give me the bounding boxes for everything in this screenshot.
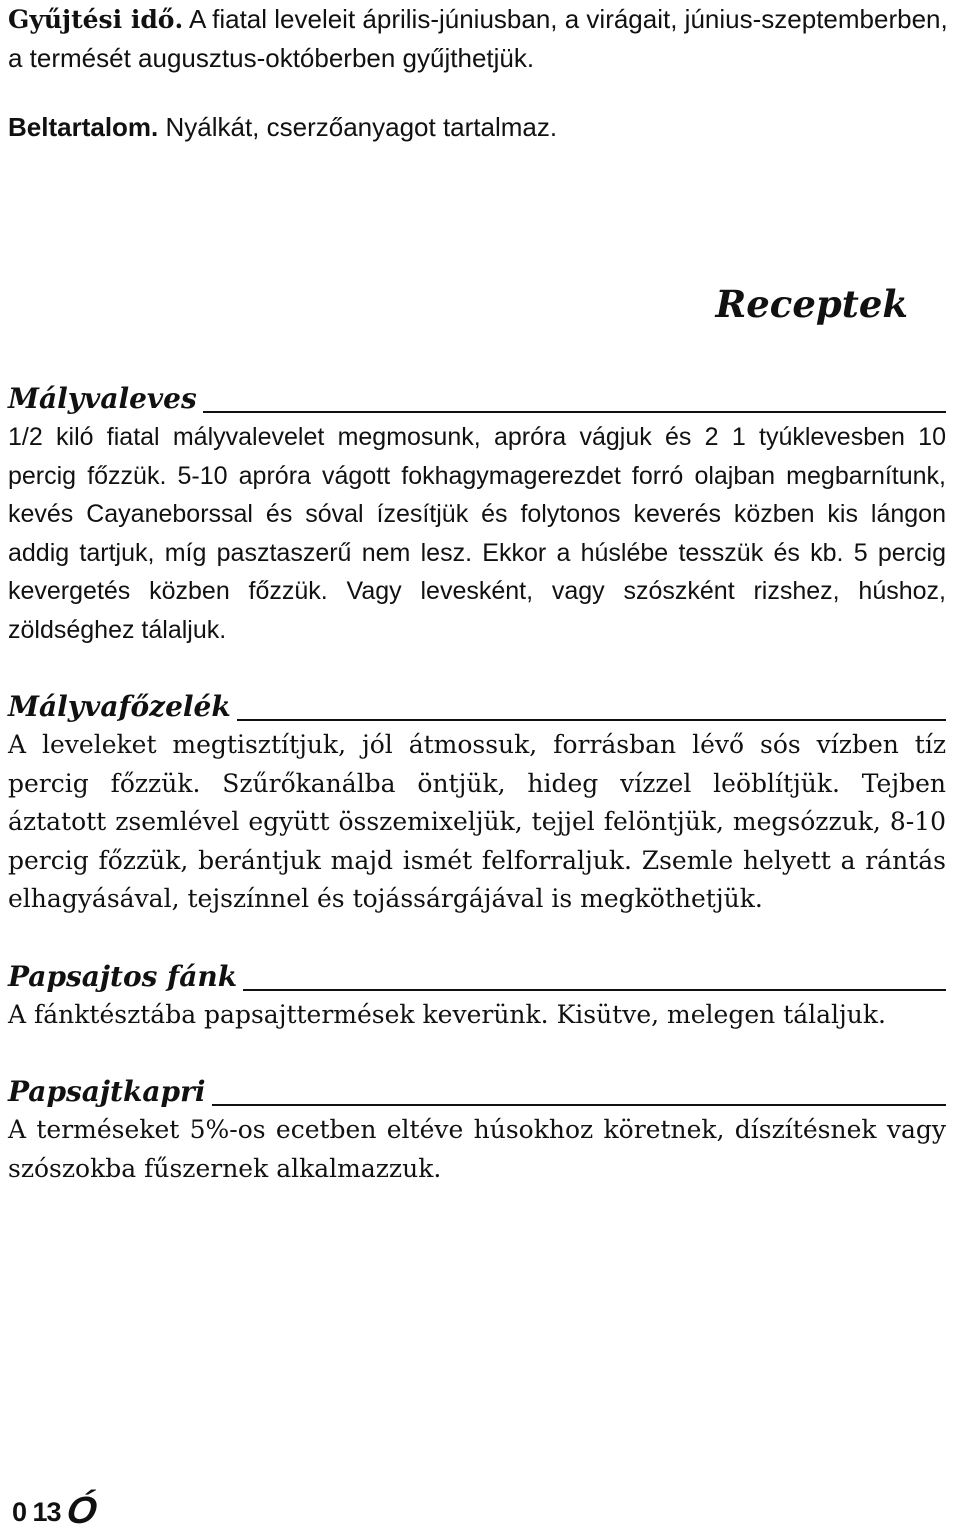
collection-time-label: Gyűjtési idő. — [8, 5, 184, 34]
recipe-body: A leveleket megtisztítjuk, jól átmossuk, forrásban lévő sós vízben tíz percig főzzük. Szűrőkanálba öntjük, hideg vízzel leöblítjük. Tejben áztatott zsemlével együtt összemixeljük, tejjel felöntjük, megsózzuk, 8-10 percig főzzük, berántjuk majd ismét felforraljuk. Zsemle helyett a rántás elhagyásával, tejszínnel és tojássárgájával is megköthetjük. — [8, 730, 946, 913]
recipe-body: 1/2 kiló fiatal mályvalevelet megmosunk, apróra vágjuk és 2 1 tyúklevesben 10 percig főzzük. 5-10 apróra vágott fokhagymagerezdet forró olajban megbarnítunk, kevés Cayaneborssal és sóval ízesítjük és folytonos keverés közben kis lángon addig tartjuk, míg pasztaszerű nem lesz. Ekkor a húslébe tesszük és kb. 5 percig kevergetés közben főzzük. Vagy levesként, vagy szószként rizshez, húshoz, zöldséghez tálaljuk. — [8, 423, 946, 644]
title-underline — [237, 719, 946, 721]
content-paragraph — [8, 108, 954, 147]
recipe-title-row — [8, 380, 946, 418]
recipe-papsajtos-fank — [8, 958, 946, 1035]
footer-mark: Ó — [63, 1490, 99, 1532]
section-title: Receptek — [715, 282, 908, 326]
recipe-malyvaleves — [8, 380, 946, 649]
page-number: 0 13 — [12, 1497, 61, 1527]
recipe-title-row — [8, 958, 946, 996]
content-text: Nyálkát, cserzőanyagot tartalmaz. — [158, 112, 558, 142]
recipe-papsajtkapri — [8, 1073, 946, 1188]
recipe-title-row — [8, 1073, 946, 1111]
recipe-title: Mályvafőzelék — [8, 690, 231, 723]
page-footer — [12, 1490, 99, 1532]
recipe-title: Mályvaleves — [8, 382, 197, 415]
recipe-body: A fánktésztába papsajttermések keverünk. Kisütve, melegen tálaljuk. — [8, 1000, 886, 1029]
recipe-body: A terméseket 5%-os ecetben eltéve húsokhoz köretnek, díszítésnek vagy szószokba fűszernek alkalmazzuk. — [8, 1115, 946, 1183]
collection-time-paragraph — [8, 0, 954, 78]
collection-time-text: A fiatal leveleit április-júniusban, a virágait, június-szeptemberben, a termését augusztus-októberben gyűjthetjük. — [8, 4, 948, 73]
title-underline — [212, 1104, 946, 1106]
title-underline — [203, 411, 946, 413]
recipe-title: Papsajtkapri — [8, 1075, 206, 1108]
content-label: Beltartalom. — [8, 112, 159, 142]
recipe-title: Papsajtos fánk — [8, 960, 238, 993]
title-underline — [243, 989, 946, 991]
recipe-title-row — [8, 688, 946, 726]
recipe-malyvafozelek — [8, 688, 946, 919]
